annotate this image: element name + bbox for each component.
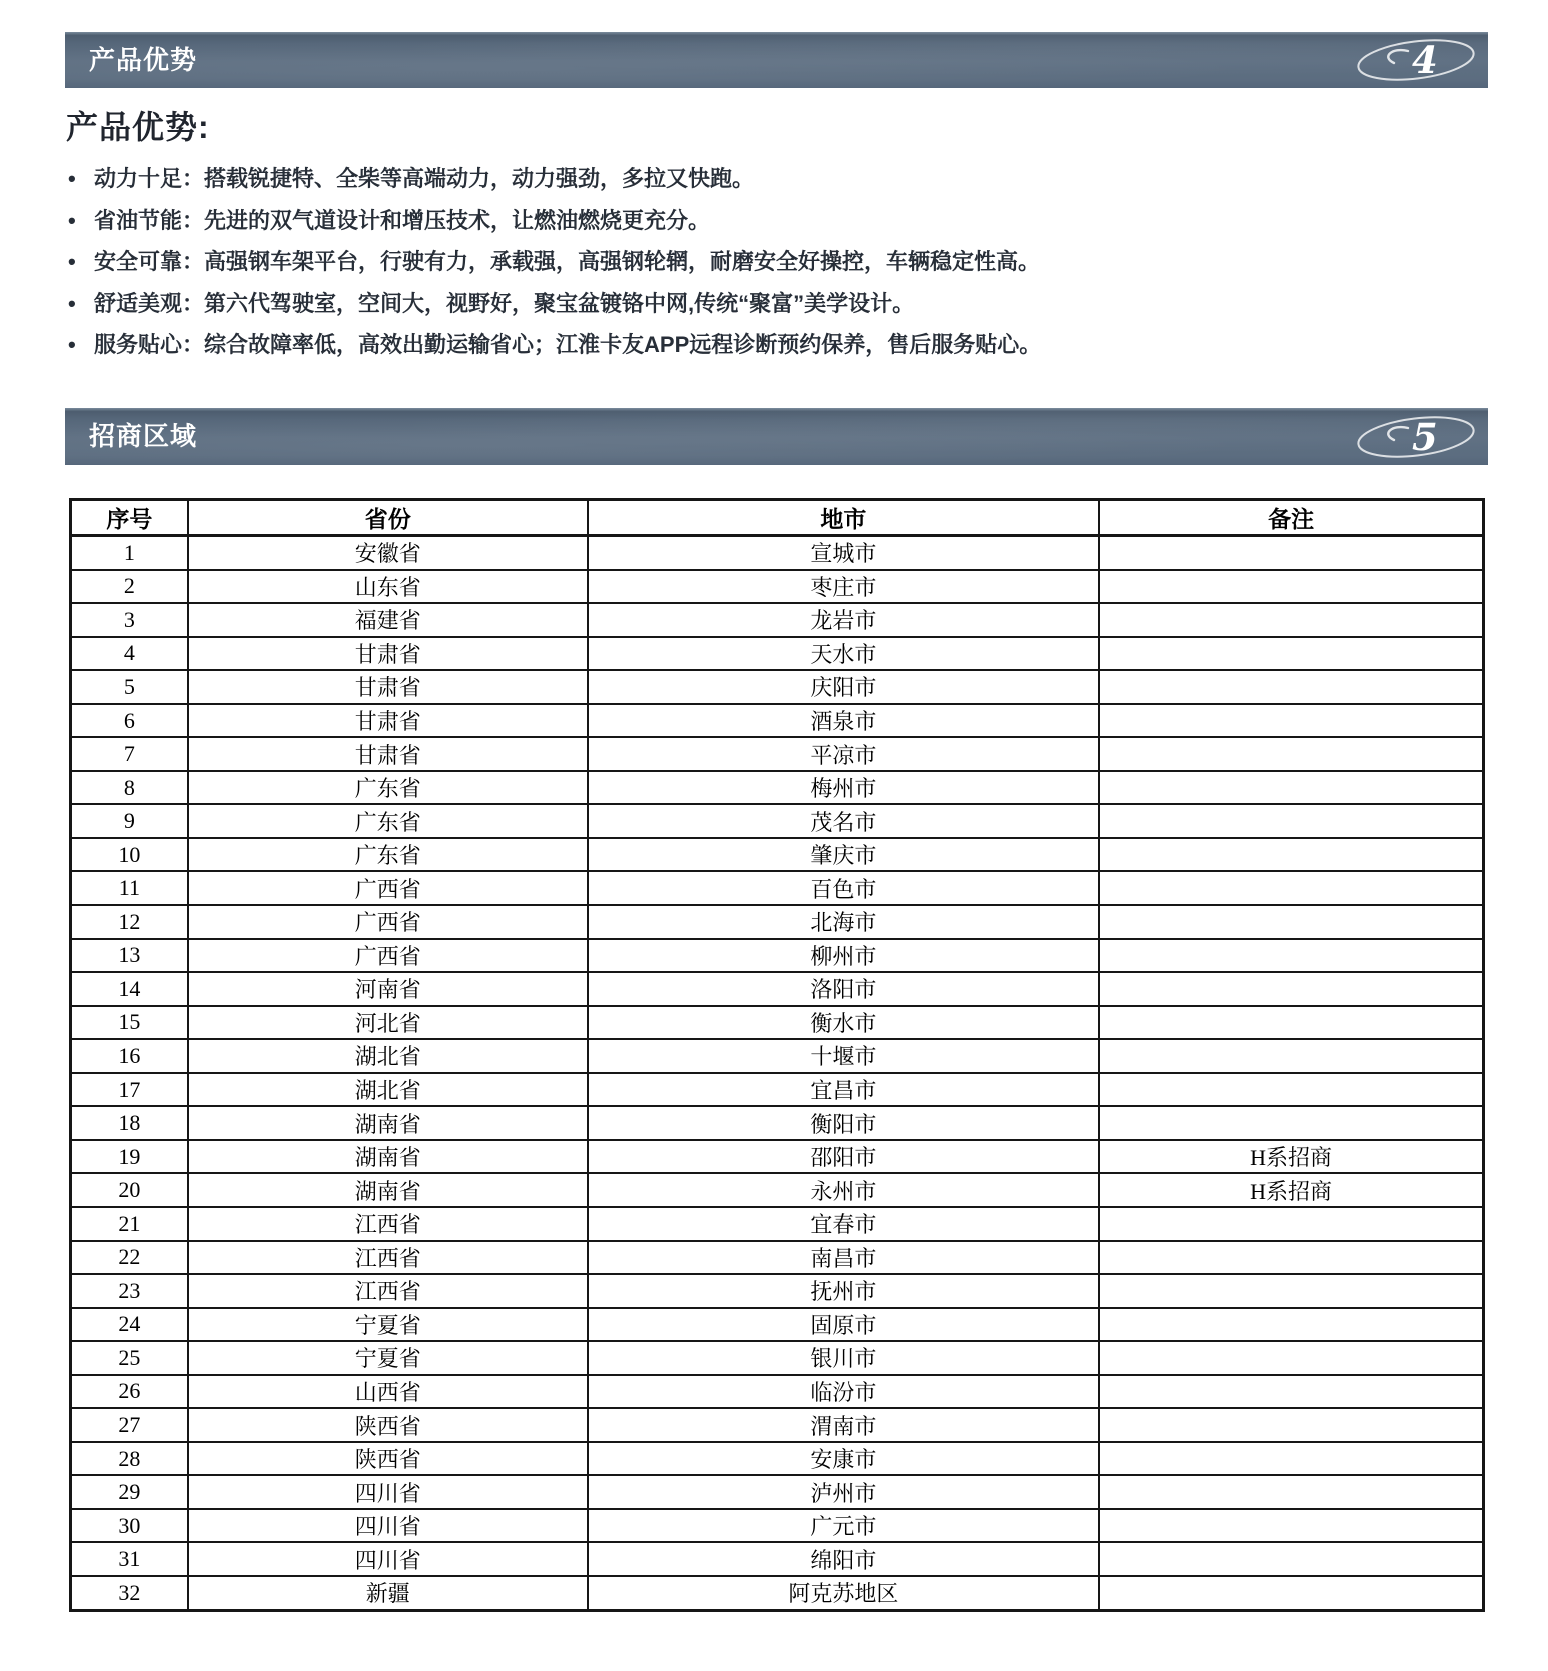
table-cell: 四川省 (188, 1509, 588, 1543)
table-row (71, 1408, 1484, 1442)
table-cell: 十堰市 (588, 1039, 1100, 1073)
table-cell: 庆阳市 (588, 670, 1100, 704)
table-row (71, 871, 1484, 905)
table-cell: 19 (71, 1140, 188, 1174)
table-cell: 29 (71, 1475, 188, 1509)
section-bar-region (65, 408, 1488, 465)
table-cell: 北海市 (588, 905, 1100, 939)
table-cell: 渭南市 (588, 1408, 1100, 1442)
table-cell: 5 (71, 670, 188, 704)
table-cell: 广元市 (588, 1509, 1100, 1543)
table-cell: 枣庄市 (588, 570, 1100, 604)
table-cell: 柳州市 (588, 939, 1100, 973)
table-cell: 18 (71, 1106, 188, 1140)
col-header-city: 地市 (588, 500, 1100, 536)
table-cell: 4 (71, 637, 188, 671)
table-cell: 甘肃省 (188, 737, 588, 771)
table-cell: 四川省 (188, 1542, 588, 1576)
advantage-text: 省油节能：先进的双气道设计和增压技术，让燃油燃烧更充分。 (94, 207, 711, 233)
table-row (71, 1207, 1484, 1241)
table-cell: 广东省 (188, 804, 588, 838)
table-cell: 衡阳市 (588, 1106, 1100, 1140)
table-row (71, 1542, 1484, 1576)
table-cell: 甘肃省 (188, 637, 588, 671)
table-cell: 山西省 (188, 1375, 588, 1409)
page-number: 5 (1412, 414, 1438, 459)
table-cell (1099, 1073, 1483, 1107)
table-row (71, 1442, 1484, 1476)
table-cell: 宜昌市 (588, 1073, 1100, 1107)
table-row (71, 1173, 1484, 1207)
advantages-heading: 产品优势: (66, 109, 210, 145)
table-cell: 江西省 (188, 1274, 588, 1308)
table-cell: 衡水市 (588, 1006, 1100, 1040)
table-cell: 邵阳市 (588, 1140, 1100, 1174)
table-cell: 20 (71, 1173, 188, 1207)
table-row (71, 603, 1484, 637)
table-cell (1099, 1341, 1483, 1375)
table-cell (1099, 1509, 1483, 1543)
table-cell: 四川省 (188, 1475, 588, 1509)
table-row (71, 905, 1484, 939)
bullet-icon: • (68, 207, 76, 233)
table-row (71, 1576, 1484, 1611)
table-cell (1099, 1039, 1483, 1073)
table-cell (1099, 939, 1483, 973)
table-cell (1099, 1308, 1483, 1342)
table-cell: 南昌市 (588, 1241, 1100, 1275)
table-cell (1099, 1475, 1483, 1509)
table-cell (1099, 1241, 1483, 1275)
table-cell (1099, 905, 1483, 939)
table-cell: 宜春市 (588, 1207, 1100, 1241)
page-number-badge (1350, 411, 1482, 463)
table-cell: 绵阳市 (588, 1542, 1100, 1576)
advantage-item (68, 332, 1488, 357)
col-header-province: 省份 (188, 500, 588, 536)
table-row (71, 637, 1484, 671)
table-cell: 30 (71, 1509, 188, 1543)
table-cell: 龙岩市 (588, 603, 1100, 637)
table-cell: 山东省 (188, 570, 588, 604)
table-cell: 银川市 (588, 1341, 1100, 1375)
table-row (71, 1274, 1484, 1308)
table-cell (1099, 1207, 1483, 1241)
advantages-list (68, 166, 1488, 374)
table-cell: 16 (71, 1039, 188, 1073)
advantage-item (68, 166, 1488, 191)
table-row (71, 536, 1484, 570)
page-number-badge (1350, 34, 1482, 86)
table-row (71, 1375, 1484, 1409)
table-row (71, 670, 1484, 704)
table-cell (1099, 670, 1483, 704)
table-cell: 湖北省 (188, 1039, 588, 1073)
table-cell: 梅州市 (588, 771, 1100, 805)
table-cell: 广东省 (188, 771, 588, 805)
table-cell: 河北省 (188, 1006, 588, 1040)
table-cell: 酒泉市 (588, 704, 1100, 738)
table-cell: 湖北省 (188, 1073, 588, 1107)
bullet-icon: • (68, 332, 76, 357)
table-row (71, 1039, 1484, 1073)
section-bar-product-advantages (65, 32, 1488, 88)
table-row (71, 1341, 1484, 1375)
page-number: 4 (1412, 38, 1438, 82)
table-cell: 9 (71, 804, 188, 838)
table-cell: 湖南省 (188, 1140, 588, 1174)
table-cell (1099, 1274, 1483, 1308)
table-cell: H系招商 (1099, 1173, 1483, 1207)
table-cell: 新疆 (188, 1576, 588, 1611)
table-cell: 27 (71, 1408, 188, 1442)
table-cell: 21 (71, 1207, 188, 1241)
table-cell (1099, 1375, 1483, 1409)
table-cell: 广西省 (188, 905, 588, 939)
table-cell: 安康市 (588, 1442, 1100, 1476)
table-cell: 广西省 (188, 871, 588, 905)
table-cell: 江西省 (188, 1241, 588, 1275)
table-cell: 甘肃省 (188, 704, 588, 738)
table-cell: 宣城市 (588, 536, 1100, 570)
table-cell: 10 (71, 838, 188, 872)
table-cell: 2 (71, 570, 188, 604)
table-cell: 22 (71, 1241, 188, 1275)
section-bar-title: 产品优势 (89, 45, 198, 75)
advantage-text: 舒适美观：第六代驾驶室，空间大，视野好，聚宝盆镀铬中网,传统“聚富”美学设计。 (94, 290, 915, 316)
table-cell: 7 (71, 737, 188, 771)
table-row (71, 1509, 1484, 1543)
table-row (71, 1308, 1484, 1342)
table-row (71, 1475, 1484, 1509)
region-table (69, 498, 1485, 1612)
table-cell: 肇庆市 (588, 838, 1100, 872)
table-cell: 泸州市 (588, 1475, 1100, 1509)
table-cell: 陕西省 (188, 1442, 588, 1476)
table-cell: 17 (71, 1073, 188, 1107)
table-cell: 28 (71, 1442, 188, 1476)
bullet-icon: • (68, 166, 76, 191)
table-cell: 广西省 (188, 939, 588, 973)
table-cell: 甘肃省 (188, 670, 588, 704)
table-row (71, 972, 1484, 1006)
table-cell: 24 (71, 1308, 188, 1342)
table-cell: 抚州市 (588, 1274, 1100, 1308)
table-cell: 临汾市 (588, 1375, 1100, 1409)
table-cell: 福建省 (188, 603, 588, 637)
table-cell: 永州市 (588, 1173, 1100, 1207)
table-cell: 河南省 (188, 972, 588, 1006)
advantage-item (68, 208, 1488, 233)
table-cell: 湖南省 (188, 1106, 588, 1140)
table-cell: 14 (71, 972, 188, 1006)
table-cell (1099, 704, 1483, 738)
bullet-icon: • (68, 290, 76, 316)
table-row (71, 1073, 1484, 1107)
table-cell: 15 (71, 1006, 188, 1040)
table-cell (1099, 1542, 1483, 1576)
table-cell: 6 (71, 704, 188, 738)
table-cell: 江西省 (188, 1207, 588, 1241)
col-header-remark: 备注 (1099, 500, 1483, 536)
badge-flourish-icon (1388, 427, 1408, 440)
col-header-index: 序号 (71, 500, 188, 536)
advantage-text: 安全可靠：高强钢车架平台，行驶有力，承载强，高强钢轮辋，耐磨安全好操控，车辆稳定性高。 (94, 249, 1041, 274)
table-cell (1099, 771, 1483, 805)
table-cell: 26 (71, 1375, 188, 1409)
table-cell: 安徽省 (188, 536, 588, 570)
table-cell: 广东省 (188, 838, 588, 872)
table-cell: H系招商 (1099, 1140, 1483, 1174)
table-cell: 3 (71, 603, 188, 637)
bullet-icon: • (68, 249, 76, 274)
table-row (71, 1006, 1484, 1040)
table-cell: 固原市 (588, 1308, 1100, 1342)
table-row (71, 804, 1484, 838)
table-cell (1099, 737, 1483, 771)
table-row (71, 737, 1484, 771)
table-cell (1099, 838, 1483, 872)
table-cell: 8 (71, 771, 188, 805)
badge-flourish-icon (1388, 50, 1408, 63)
table-cell: 12 (71, 905, 188, 939)
table-cell (1099, 804, 1483, 838)
table-cell: 阿克苏地区 (588, 1576, 1100, 1611)
table-cell: 湖南省 (188, 1173, 588, 1207)
table-cell (1099, 1576, 1483, 1611)
table-cell (1099, 603, 1483, 637)
table-cell: 宁夏省 (188, 1341, 588, 1375)
table-cell: 洛阳市 (588, 972, 1100, 1006)
table-row (71, 570, 1484, 604)
table-cell: 陕西省 (188, 1408, 588, 1442)
table-header-row (71, 500, 1484, 536)
table-cell (1099, 972, 1483, 1006)
table-row (71, 1241, 1484, 1275)
table-cell: 11 (71, 871, 188, 905)
table-row (71, 939, 1484, 973)
table-row (71, 1140, 1484, 1174)
section-bar-title: 招商区域 (89, 421, 198, 451)
table-cell (1099, 1006, 1483, 1040)
table-row (71, 704, 1484, 738)
table-cell: 天水市 (588, 637, 1100, 671)
table-cell: 平凉市 (588, 737, 1100, 771)
advantage-item (68, 291, 1488, 316)
table-cell: 31 (71, 1542, 188, 1576)
table-cell: 宁夏省 (188, 1308, 588, 1342)
table-cell: 32 (71, 1576, 188, 1611)
table-cell: 23 (71, 1274, 188, 1308)
table-cell (1099, 570, 1483, 604)
advantage-text: 动力十足：搭载锐捷特、全柴等高端动力，动力强劲，多拉又快跑。 (94, 166, 755, 191)
table-cell: 茂名市 (588, 804, 1100, 838)
table-cell (1099, 536, 1483, 570)
region-table-body (71, 536, 1484, 1611)
table-row (71, 1106, 1484, 1140)
advantage-item (68, 249, 1488, 274)
table-row (71, 838, 1484, 872)
table-cell: 13 (71, 939, 188, 973)
table-cell (1099, 871, 1483, 905)
table-cell: 百色市 (588, 871, 1100, 905)
table-row (71, 771, 1484, 805)
table-cell: 25 (71, 1341, 188, 1375)
table-cell (1099, 1442, 1483, 1476)
table-cell (1099, 1408, 1483, 1442)
table-cell (1099, 637, 1483, 671)
table-cell (1099, 1106, 1483, 1140)
advantage-text: 服务贴心：综合故障率低，高效出勤运输省心；江淮卡友APP远程诊断预约保养，售后服务贴心。 (94, 332, 1042, 357)
table-cell: 1 (71, 536, 188, 570)
